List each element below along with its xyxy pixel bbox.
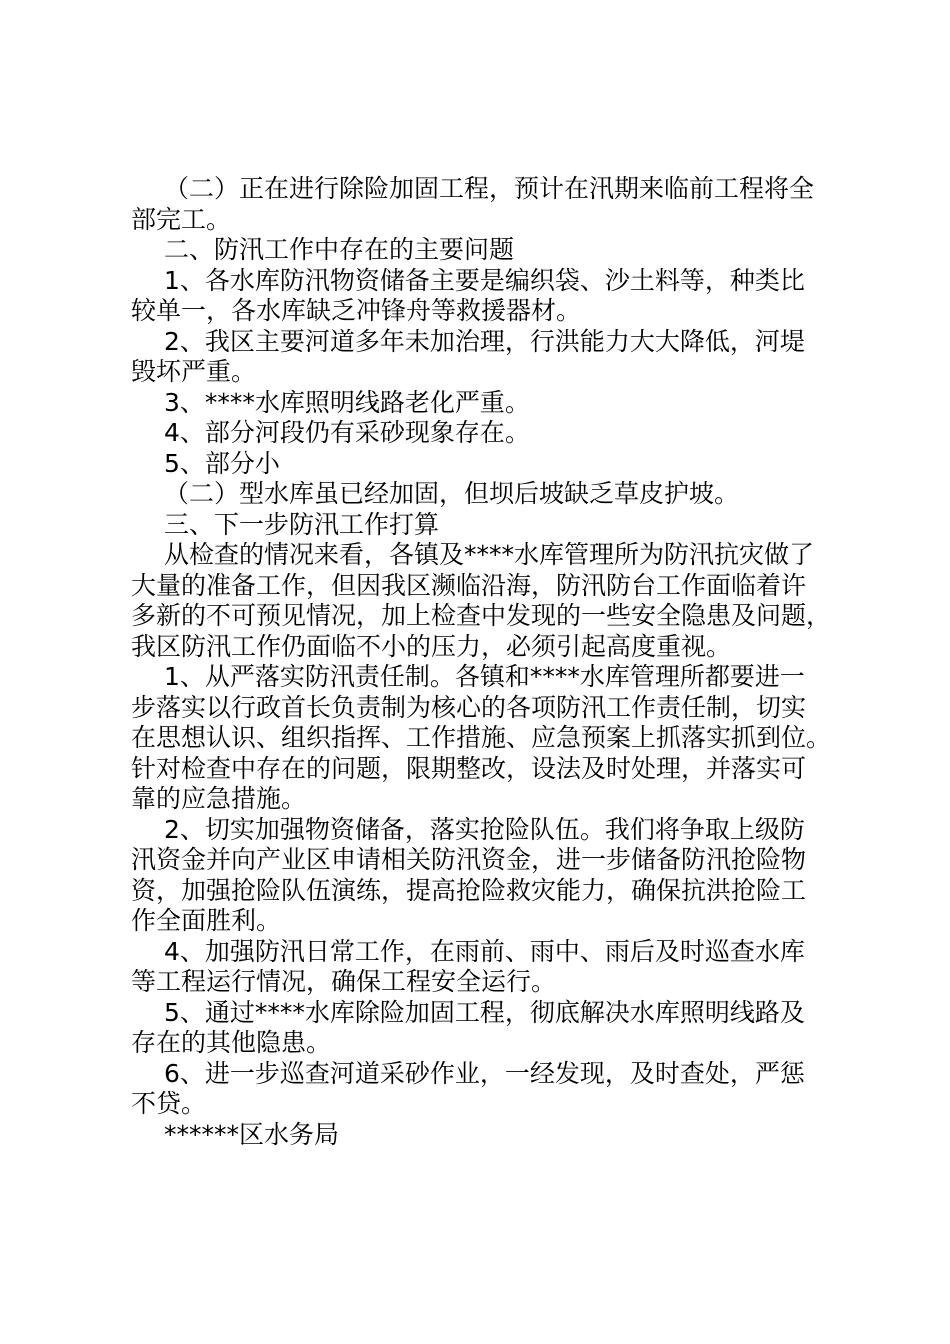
text-line: 部完工。 (131, 204, 232, 234)
document-body (131, 174, 831, 1150)
paragraph-plan-4 (131, 937, 831, 998)
text-line: 靠的应急措施。 (131, 784, 307, 813)
paragraph-issue-4 (131, 418, 831, 449)
text-line: 1、从严落实防汛责任制。各镇和****水库管理所都要进一 (164, 662, 805, 691)
section-heading-2 (131, 235, 831, 266)
section-heading: 二、防汛工作中存在的主要问题 (164, 235, 515, 264)
paragraph-issue-3 (131, 388, 831, 419)
text-line: （二）正在进行除险加固工程，预计在汛期来临前工程将全 (164, 174, 815, 203)
paragraph-plan-6 (131, 1059, 831, 1120)
text-line: 2、切实加强物资储备，落实抢险队伍。我们将争取上级防 (164, 814, 805, 844)
paragraph-plan-2 (131, 815, 831, 937)
paragraph-overview (131, 540, 831, 662)
paragraph-plan-1 (131, 662, 831, 815)
text-line: 4、部分河段仍有采砂现象存在。 (164, 418, 530, 447)
paragraph-plan-5 (131, 998, 831, 1059)
text-line: 2、我区主要河道多年未加治理，行洪能力大大降低，河堤 (164, 326, 805, 356)
text-line: 毁坏严重。 (131, 357, 257, 386)
text-line: 针对检查中存在的问题，限期整改，设法及时处理，并落实可 (131, 753, 807, 783)
text-line: 作全面胜利。 (131, 906, 282, 935)
text-line: 1、各水库防汛物资储备主要是编织袋、沙土料等，种类比 (164, 265, 805, 295)
paragraph-issue-5 (131, 449, 831, 480)
text-line: 大量的准备工作，但因我区濒临沿海，防汛防台工作面临着许 (131, 570, 807, 600)
paragraph-issue-5-cont (131, 479, 831, 510)
text-line: 在思想认识、组织指挥、工作措施、应急预案上抓落实抓到位。 (131, 723, 832, 752)
section-heading-3 (131, 510, 831, 541)
text-line: 等工程运行情况，确保工程安全运行。 (131, 967, 557, 996)
text-line: 较单一，各水库缺乏冲锋舟等救援器材。 (131, 296, 582, 325)
text-line: 4、加强防汛日常工作，在雨前、雨中、雨后及时巡查水库 (164, 936, 805, 966)
paragraph-issue-2 (131, 327, 831, 388)
text-line: 存在的其他隐患。 (131, 1028, 332, 1057)
paragraph-issue-1 (131, 266, 831, 327)
text-line: 资，加强抢险队伍演练，提高抢险救灾能力，确保抗洪抢险工 (131, 875, 807, 905)
section-heading: 三、下一步防汛工作打算 (164, 509, 440, 539)
paragraph-1 (131, 174, 831, 235)
text-line: 6、进一步巡查河道采砂作业，一经发现，及时查处，严惩 (164, 1058, 805, 1088)
text-line: 我区防汛工作仍面临不小的压力，必须引起高度重视。 (131, 631, 732, 661)
signature-org: ******区水务局 (164, 1119, 340, 1149)
text-line: （二）型水库虽已经加固，但坝后坡缺乏草皮护坡。 (164, 479, 740, 508)
text-line: 不贷。 (131, 1089, 207, 1118)
text-line: 3、****水库照明线路老化严重。 (164, 387, 530, 417)
text-line: 5、部分小 (164, 448, 280, 478)
text-line: 多新的不可预见情况，加上检查中发现的一些安全隐患及问题， (131, 601, 832, 630)
text-line: 5、通过****水库除险加固工程，彻底解决水库照明线路及 (164, 997, 805, 1027)
signature-block (131, 1120, 831, 1151)
text-line: 汛资金并向产业区申请相关防汛资金，进一步储备防汛抢险物 (131, 845, 807, 874)
text-line: 步落实以行政首长负责制为核心的各项防汛工作责任制，切实 (131, 692, 807, 722)
text-line: 从检查的情况来看，各镇及****水库管理所为防汛抗灾做了 (164, 540, 815, 569)
